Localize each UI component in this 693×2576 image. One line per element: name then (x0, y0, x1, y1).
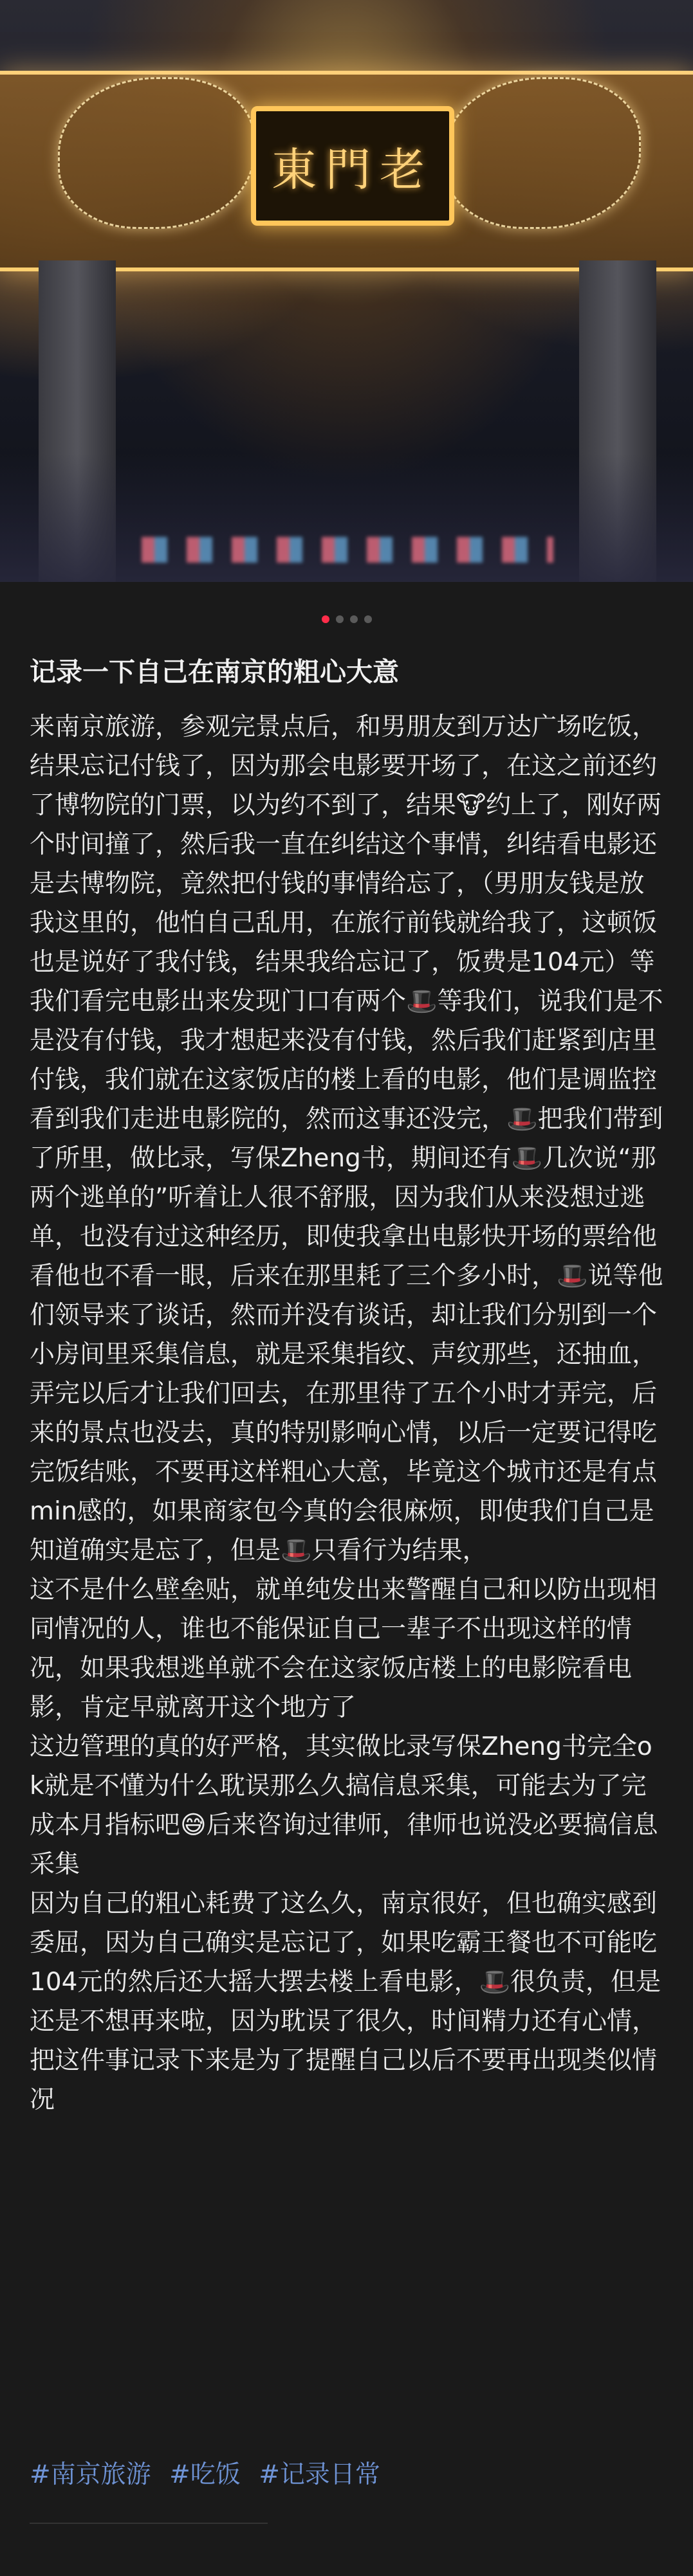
street-glow (0, 453, 693, 582)
post-tags (30, 2455, 667, 2494)
post-title: 记录一下自己在南京的粗心大意 (30, 657, 399, 687)
dragon-light-decoration (444, 77, 641, 229)
shop-lights (142, 537, 553, 563)
carousel-dot-active[interactable] (322, 615, 329, 623)
carousel-dot[interactable] (336, 615, 344, 623)
plaque-text: 東門老 (272, 143, 434, 196)
carousel-dot[interactable] (364, 615, 372, 623)
post-body: 来南京旅游，参观完景点后，和男朋友到万达广场吃饭，结果忘记付钱了，因为那会电影要开场了，在这之前还约了博物院的门票，以为约不到了，结果🐮约上了，刚好两个时间撞了，然后我一直在纠结这个事情，纠结看电影还是去博物院，竟然把付钱的事情给忘了，（男朋友钱是放我这里的，他怕自己乱用，在旅行前钱就给我了，这顿饭也是说好了我付钱，结果我给忘记了，饭费是104元）等我们看完电影出来发现门口有两个🎩等我们，说我们是不是没有付钱，我才想起来没有付钱，然后我们赶紧到店里付钱，我们就在这家饭店的楼上看的电影，他们是调监控看到我们走进电影院的，然而这事还没完，🎩把我们带到了所里，做比录，写保Zheng书，期间还有🎩几次说“那两个逃单的”听着让人很不舒服，因为我们从来没想过逃单，也没有过这种经历，即使我拿出电影快开场的票给他看他也不看一眼，后来在那里耗了三个多小时，🎩说等他们领导来了谈话，然而并没有谈话，却让我们分别到一个小房间里采集信息，就是采集指纹、声纹那些，还抽血，弄完以后才让我们回去，在那里待了五个小时才弄完，后来的景点也没去，真的特别影响心情，以后一定要记得吃完饭结账，不要再这样粗心大意，毕竟这个城市还是有点min感的，如果商家包今真的会很麻烦，即使我们自己是知道确实是忘了，但是🎩只看行为结果， 这不是什么壁垒贴，就单纯发出来警醒自己和以防出现相同情况的人，谁也不能保证自己一辈子不出现这样的情况，如果我想逃单就不会在这家饭店楼上的电影院看电影，肯定早就离开这个地方了 这边管理的真的好严格，其实做比录写保Zheng书完全ok就是不懂为什么耽误那么久搞信息采集，可能去为了完成本月指标吧😅后来咨询过律师，律师也说没必要搞信息采集 因为自己的粗心耗费了这么久，南京很好，但也确实感到委屈，因为自己确实是忘记了，如果吃霸王餐也不可能吃104元的然后还大摇大摆去楼上看电影，🎩很负责，但是还是不想再来啦，因为耽误了很久，时间精力还有心情，把这件事记录下来是为了提醒自己以后不要再出现类似情况 (30, 712, 663, 2114)
dragon-light-decoration (58, 77, 255, 229)
hashtag-link[interactable]: #南京旅游 (30, 2460, 151, 2489)
carousel-indicator[interactable] (0, 615, 693, 623)
post-content (0, 582, 693, 2576)
gate-plaque (251, 106, 454, 226)
divider (30, 2523, 268, 2524)
hashtag-link[interactable]: #记录日常 (259, 2460, 380, 2489)
carousel-dot[interactable] (350, 615, 358, 623)
hashtag-link[interactable]: #吃饭 (169, 2460, 241, 2489)
post-photo[interactable] (0, 0, 693, 582)
